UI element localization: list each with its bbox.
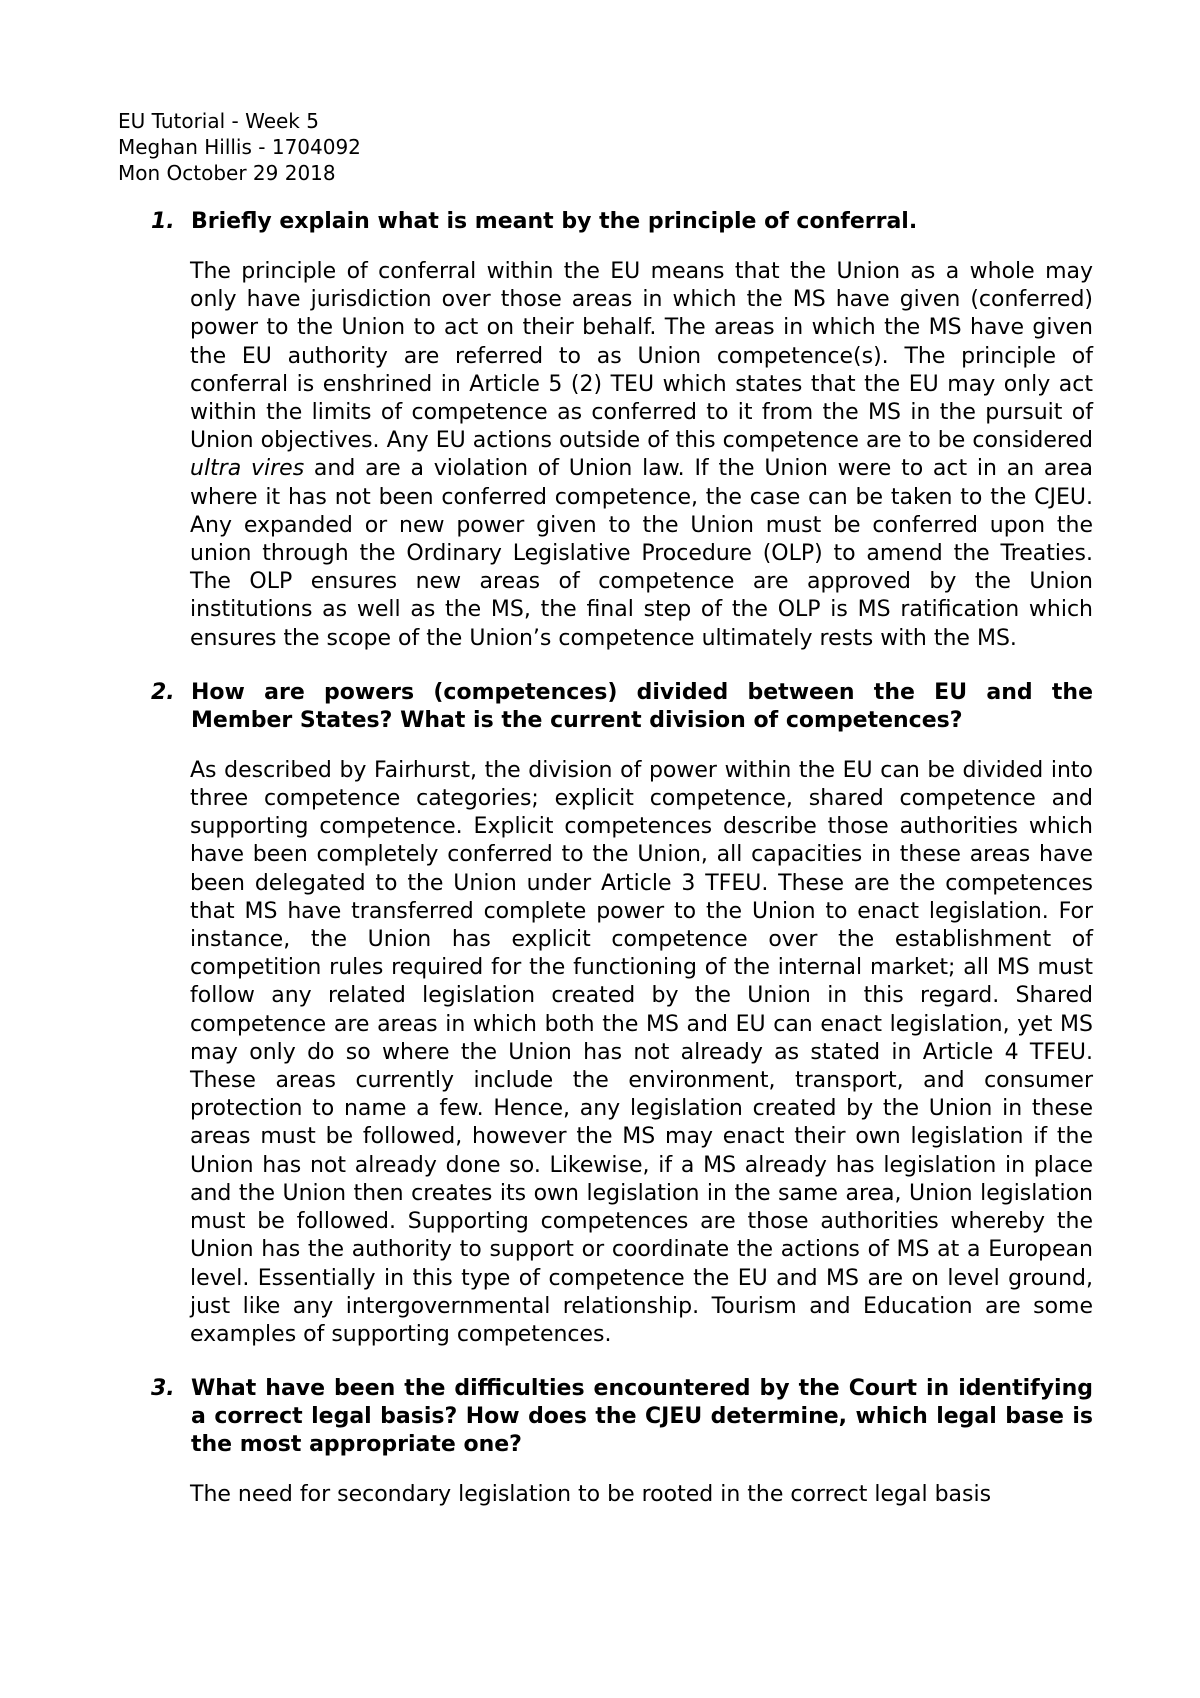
- question-2: [118, 679, 1093, 735]
- author-line: Meghan Hillis - 1704092: [118, 135, 361, 159]
- question-3-text: What have been the difficulties encountered by the Court in identifying a correct legal basis? How does the CJEU determine, which legal base is the most appropriate one?: [191, 1376, 1093, 1458]
- question-3-number: 3.: [151, 1376, 175, 1402]
- document-page: [118, 108, 1093, 1509]
- question-2-number: 2.: [151, 679, 175, 705]
- answer-1-italic: ultra vires: [190, 456, 305, 482]
- answer-1-part-a: The principle of conferral within the EU means that the Union as a whole may only have jurisdiction over those areas in which the MS have given (conferred) power to the Union to act on their behalf. The areas in which the MS have given the EU authority are referred to as Union competence(s). The principle of conferral is enshrined in Article 5 (2) TEU which states that the EU may only act within the limits of competence as conferred to it from the MS in the pursuit of Union objectives. Any EU actions outside of this competence are to be considered: [190, 259, 1093, 454]
- question-1-number: 1.: [151, 209, 175, 234]
- question-3: [118, 1375, 1093, 1459]
- course-title: EU Tutorial - Week 5: [118, 109, 319, 133]
- question-2-text: How are powers (competences) divided between the EU and the Member States? What is the current division of competences?: [191, 679, 1093, 733]
- answer-1: [118, 258, 1093, 653]
- date-line: Mon October 29 2018: [118, 161, 336, 185]
- answer-2: As described by Fairhurst, the division of power within the EU can be divided into three competence categories; explicit competence, shared competence and supporting competence. Explicit competences describe those authorities which have been completely conferred to the Union, all capacities in these areas have been delegated to the Union under Article 3 TFEU. These are the competences that MS have transferred complete power to the Union to enact legislation. For instance, the Union has explicit competence over the establishment of competition rules required for the functioning of the internal market; all MS must follow any related legislation created by the Union in this regard. Shared competence are areas in which both the MS and EU can enact legislation, yet MS may only do so where the Union has not already as stated in Article 4 TFEU. These areas currently include the environment, transport, and consumer protection to name a few. Hence, any legislation created by the Union in these areas must be followed, however the MS may enact their own legislation if the Union has not already done so. Likewise, if a MS already has legislation in place and the Union then creates its own legislation in the same area, Union legislation must be followed. Supporting competences are those authorities whereby the Union has the authority to support or coordinate the actions of MS at a European level. Essentially in this type of competence the EU and MS are on level ground, just like any intergovernmental relationship. Tourism and Education are some examples of supporting competences.: [190, 757, 1093, 1347]
- answer-3: The need for secondary legislation to be rooted in the correct legal basis: [190, 1482, 992, 1508]
- question-1: [118, 208, 1093, 236]
- answer-1-part-b: and are a violation of Union law. If the Union were to act in an area where it has not been conferred competence, the case can be taken to the CJEU. Any expanded or new power given to the Union must be conferred upon the union through the Ordinary Legislative Procedure (OLP) to amend the Treaties. The OLP ensures new areas of competence are approved by the Union institutions as well as the MS, the final step of the OLP is MS ratification which ensures the scope of the Union’s competence ultimately rests with the MS.: [190, 456, 1093, 651]
- question-1-text: Briefly explain what is meant by the principle of conferral.: [191, 209, 918, 234]
